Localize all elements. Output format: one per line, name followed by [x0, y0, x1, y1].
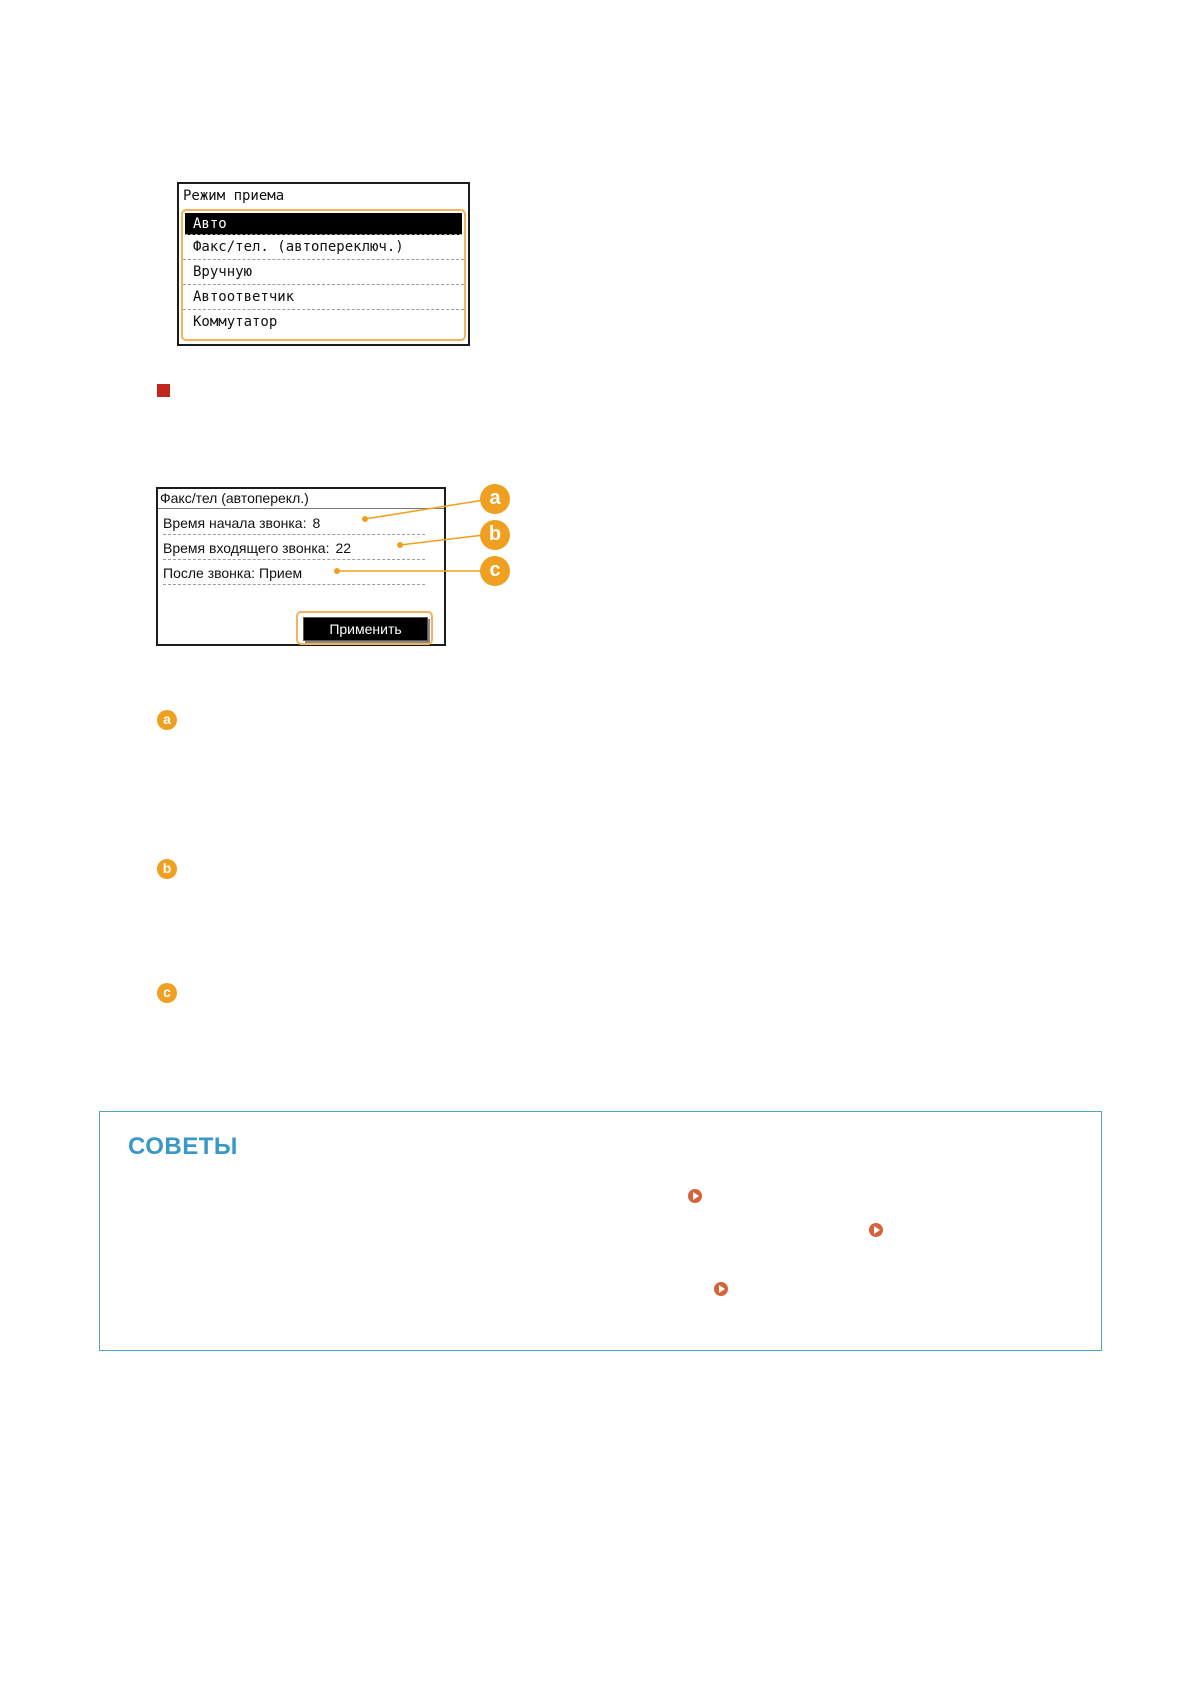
description-badge-b: b: [157, 859, 177, 879]
receive-mode-list: [181, 209, 466, 341]
row-label: Время начала звонка:: [163, 515, 307, 531]
receive-mode-item[interactable]: Авто: [185, 213, 462, 235]
callout-badge-a: a: [480, 484, 510, 514]
row-label: Время входящего звонка:: [163, 540, 330, 556]
ring-start-time-row[interactable]: [163, 511, 425, 535]
callout-badge-c: c: [480, 556, 510, 586]
link-arrow-icon[interactable]: [869, 1223, 883, 1237]
fax-tel-screen: [156, 487, 446, 646]
callout-badge-b: b: [480, 520, 510, 550]
fax-tel-title: Факс/тел (автоперекл.): [158, 489, 444, 509]
description-badge-c: c: [157, 983, 177, 1003]
receive-mode-item[interactable]: Факс/тел. (автопереключ.): [183, 235, 464, 260]
apply-button[interactable]: Применить: [303, 617, 428, 641]
receive-mode-item[interactable]: Автоответчик: [183, 285, 464, 310]
link-arrow-icon[interactable]: [688, 1189, 702, 1203]
receive-mode-title: Режим приема: [183, 188, 285, 204]
apply-highlight: [296, 611, 433, 645]
row-value: Прием: [259, 565, 303, 581]
tips-heading: СОВЕТЫ: [128, 1133, 238, 1160]
link-arrow-icon[interactable]: [714, 1282, 728, 1296]
description-badge-a: a: [157, 710, 177, 730]
incoming-ring-time-row[interactable]: [163, 536, 425, 560]
receive-mode-screen: [177, 182, 470, 346]
after-ring-row[interactable]: [163, 561, 425, 585]
row-value: 22: [335, 540, 352, 556]
receive-mode-item[interactable]: Коммутатор: [193, 314, 278, 330]
receive-mode-item[interactable]: Вручную: [183, 260, 464, 285]
section-bullet-icon: [157, 384, 170, 397]
row-value: 8: [312, 515, 321, 531]
tips-box: [99, 1111, 1102, 1351]
row-label: После звонка:: [163, 565, 256, 581]
